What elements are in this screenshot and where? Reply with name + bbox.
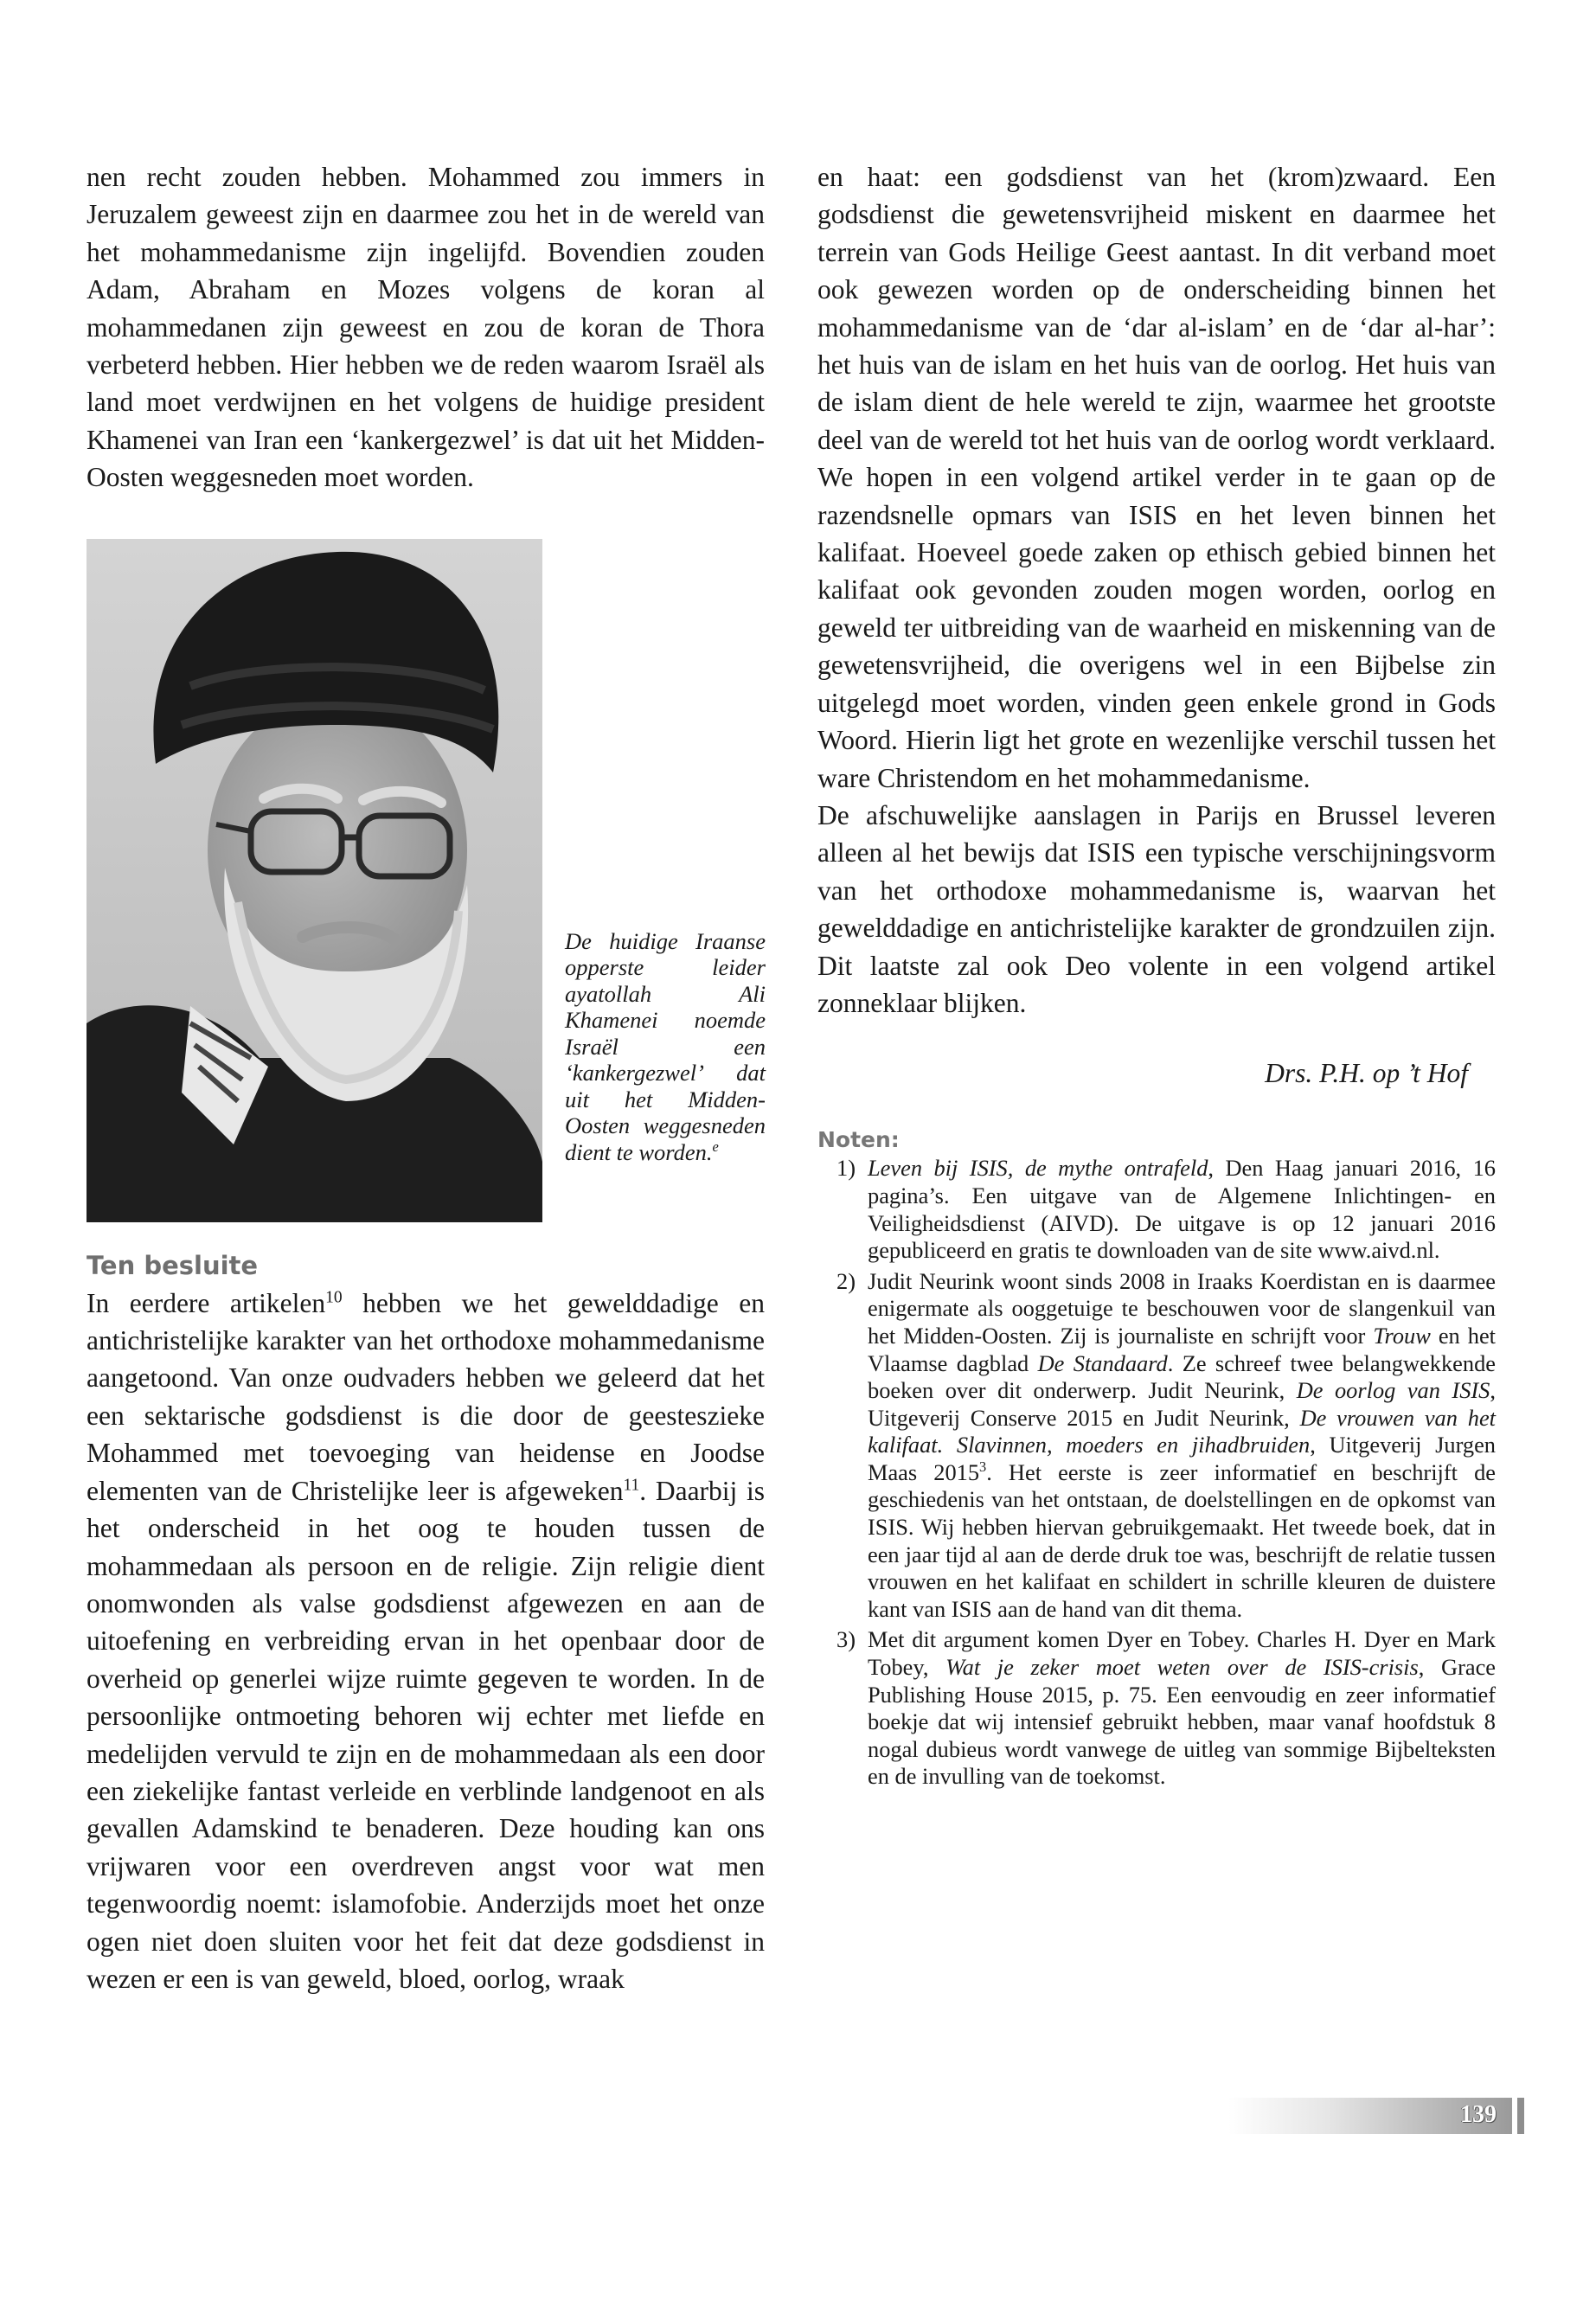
- note-2-ref[interactable]: 3: [979, 1458, 987, 1476]
- page-edge-tab: [1517, 2098, 1524, 2134]
- note-2-italic-b: De Standaard: [1037, 1349, 1168, 1376]
- note-2-part-b: en het Vlaamse dagblad: [868, 1322, 1496, 1376]
- note-2-part-e: , Uitgeverij Jurgen Maas 2015: [868, 1432, 1496, 1485]
- footnote-ref-11[interactable]: 11: [623, 1476, 640, 1495]
- author-signature: Drs. P.H. op ’t Hof: [1265, 1058, 1468, 1089]
- note-2-italic-d: De vrouwen van het kalifaat. Slavinnen, moeders en jihadbruiden: [868, 1404, 1496, 1458]
- note-2-part-d: , Uitgeverij Conserve 2015 en Judit Neurink,: [868, 1377, 1496, 1431]
- caption-footnote-marker[interactable]: e: [712, 1138, 719, 1155]
- paragraph-2-text-a: In eerdere artikelen: [87, 1287, 326, 1318]
- note-1: [817, 1155, 1496, 1264]
- photo-block: [87, 539, 765, 1222]
- footnote-ref-10[interactable]: 10: [325, 1288, 343, 1307]
- right-paragraph-2: De afschuwelijke aanslagen in Parijs en Brussel leveren alleen al het bewijs dat ISIS een typische verschijningsvorm van het orthodoxe mohammedanisme is, waarvan het gewelddadige en antichristelijke karakter de grondzuilen zijn. Dit laatste zal ook Deo volente in een volgend artikel zonneklaar blijken.: [817, 799, 1496, 1018]
- portrait-photo: [87, 539, 542, 1222]
- note-3-italic-a: Wat je zeker moet weten over de ISIS-crisis: [945, 1654, 1419, 1681]
- note-2-italic-a: Trouw: [1373, 1322, 1431, 1349]
- note-2-text: [868, 1268, 1496, 1624]
- photo-caption: [565, 928, 766, 1166]
- note-3-text: [868, 1626, 1496, 1791]
- page-number: 139: [1460, 2101, 1497, 2128]
- note-2-part-c: . Ze schreef twee belangwekkende boeken over dit onderwerp. Judit Neurink,: [868, 1349, 1496, 1404]
- note-1-title: Leven bij ISIS, de mythe ontrafeld: [868, 1155, 1208, 1182]
- paragraph-2-text-c: . Daarbij is het onderscheid in het oog te houden tussen de mohammedaan als persoon en de religie. Zijn religie dient onomwonden als valse godsdienst afgewezen en aan de uitoefening en verbreiding ervan in het openbaar door de overheid op generlei wijze ruimte gegeven te worden. In de persoonlijke ontmoeting behoren wij echter met liefde en medelijden vervuld te zijn en de mohammedaan als een door een ziekelijke fantast verleide en verblinde landgenoot en als gevallen Adamskind te benaderen. Deze houding kan ons vrijwaren voor een overdreven angst voor wat men tegenwoordig noemt: islamofobie. Anderzijds moet het onze ogen niet doen sluiten voor het feit dat deze godsdienst in wezen er een is van geweld, bloed, oorlog, wraak: [87, 1475, 766, 1994]
- note-3-number: 3): [836, 1626, 856, 1653]
- section-heading: Ten besluite: [87, 1250, 259, 1280]
- portrait-illustration: [87, 539, 542, 1222]
- note-1-text: [868, 1155, 1496, 1264]
- note-2-italic-c: De oorlog van ISIS: [1296, 1377, 1490, 1404]
- notes-title: Noten:: [817, 1127, 900, 1153]
- photo-caption-text: De huidige Iraanse opperste leider ayatollah Ali Khamenei noemde Israël een ‘kankergezwel’ dat uit het Midden-Oosten weggesneden dient te worden.: [565, 927, 766, 1165]
- note-3-part-b: , Grace Publishing House 2015, p. 75. Een eenvoudig en zeer informatief boekje dat wij intensief gebruikt hebben, maar vanaf hoofdstuk 8 nogal dubieus wordt vanwege de uitleg van sommige Bijbelteksten en de invulling van de toekomst.: [868, 1654, 1496, 1790]
- note-3: [817, 1626, 1496, 1791]
- right-column: [817, 158, 1496, 1794]
- page-number-bar: [1228, 2098, 1512, 2134]
- note-1-body: , Den Haag januari 2016, 16 pagina’s. Een uitgave van de Algemene Inlichtingen- en Veiligheidsdienst (AIVD). De uitgave is op 12 januari 2016 gepubliceerd en gratis te downloaden van de site www.aivd.nl.: [868, 1155, 1496, 1264]
- note-1-number: 1): [836, 1155, 856, 1182]
- left-paragraph-1: nen recht zouden hebben. Mohammed zou immers in Jeruzalem geweest zijn en daarmee zou het in de wereld van het mohammedanisme zijn ingelijfd. Bovendien zouden Adam, Abraham en Mozes volgens de koran al mohammedanen zijn geweest en zou de koran de Thora verbeterd hebben. Hier hebben we de reden waarom Israël als land moet verdwijnen en het volgens de huidige president Khamenei van Iran een ‘kankergezwel’ is dat uit het Midden-Oosten weggesneden moet worden.: [87, 162, 765, 493]
- note-3-part-a: Met dit argument komen Dyer en Tobey. Charles H. Dyer en Mark Tobey,: [868, 1626, 1496, 1681]
- note-2-number: 2): [836, 1267, 856, 1294]
- note-2: [817, 1268, 1496, 1624]
- right-paragraph-1: en haat: een godsdienst van het (krom)zwaard. Een godsdienst die gewetensvrijheid miskent en daarmee het terrein van Gods Heilige Geest aantast. In dit verband moet ook gewezen worden op de onderscheiding binnen het mohammedanisme van de ‘dar al-islam’ en de ‘dar al-har’: het huis van de islam en het huis van de oorlog. Het huis van de islam dient de hele wereld te zijn, waarmee het grootste deel van de wereld tot het huis van de oorlog wordt verklaard. We hopen in een volgend artikel verder in te gaan op de razendsnelle opmars van ISIS en het leven binnen het kalifaat. Hoeveel goede zaken op ethisch gebied binnen het kalifaat ook gevonden zouden mogen worden, oorlog en geweld ter uitbreiding van de waarheid en miskenning van de gewetensvrijheid, die overigens wel in een Bijbelse zin uitgelegd moet worden, vinden geen enkele grond in Gods Woord. Hierin ligt het grote en wezenlijke verschil tussen het ware Christendom en het mohammedanisme.: [817, 162, 1496, 793]
- left-column: [87, 158, 765, 1997]
- note-2-part-f: . Het eerste is zeer informatief en beschrijft de geschiedenis van het ontstaan, de doelstellingen en de opkomst van ISIS. Wij hebben hiervan gebruikgemaakt. Het tweede boek, dat in een jaar tijd al aan de derde druk toe was, beschrijft de relatie tussen vrouwen en het kalifaat en schildert in schrille kleuren de duistere kant van ISIS aan de hand van dit thema.: [868, 1458, 1496, 1622]
- left-paragraph-2: [87, 1285, 765, 1998]
- paragraph-2-text-b: hebben we het gewelddadige en antichristelijke karakter van het orthodoxe mohammedanisme aangetoond. Van onze oudvaders hebben we geleerd dat het een sektarische godsdienst is die door de geesteszieke Mohammed met toevoeging van heidense en Joodse elementen van de Christelijke leer is afgeweken: [87, 1287, 765, 1506]
- note-2-part-a: Judit Neurink woont sinds 2008 in Iraaks Koerdistan en is daarmee enigermate als ooggetuige te beschouwen voor de slangenkuil van het Midden-Oosten. Zij is journaliste en schrijft voor: [868, 1267, 1496, 1349]
